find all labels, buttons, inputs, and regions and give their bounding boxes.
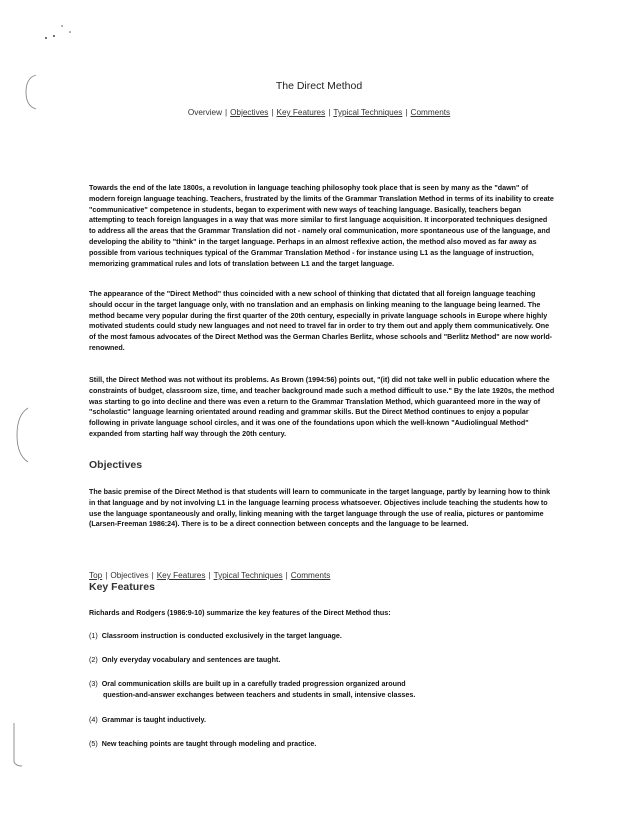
scan-speckle-mark bbox=[40, 20, 80, 50]
margin-bracket-mark-bottom bbox=[6, 720, 26, 770]
nav-objectives: Objectives bbox=[110, 571, 149, 580]
intro-paragraph-2: The appearance of the "Direct Method" thus coincided with a new school of thinking that dictated that all foreign language teaching should occur in the target language only, with no translation and an emphasis on linking meaning to the language being learned. The method became very popular during the first quarter of the 20th century, especially in private language schools in Europe where highly motivated students could study new languages and not need to travel far in order to try them out and apply them communicatively. One of the most famous advocates of the Direct Method was the German Charles Berlitz, whose schools and "Berlitz Method" are now world-renowned. bbox=[89, 290, 553, 352]
key-features-heading: Key Features bbox=[89, 581, 155, 593]
objectives-heading: Objectives bbox=[89, 459, 143, 471]
nav-link-comments-2[interactable]: Comments bbox=[290, 571, 331, 580]
nav-link-objectives[interactable]: Objectives bbox=[230, 108, 269, 117]
key-feature-item-2: (2) Only everyday vocabulary and sentences are taught. bbox=[89, 656, 281, 664]
nav-link-top[interactable]: Top bbox=[89, 571, 103, 580]
margin-bracket-mark-middle bbox=[12, 405, 32, 465]
margin-bracket-mark-top bbox=[20, 72, 40, 112]
top-navigation: Overview | Objectives | Key Features | Typical Techniques | Comments bbox=[187, 108, 451, 117]
nav-overview: Overview bbox=[187, 108, 222, 117]
key-feature-item-1: (1) Classroom instruction is conducted exclusively in the target language. bbox=[89, 632, 342, 640]
page-title: The Direct Method bbox=[275, 80, 363, 92]
nav-link-comments[interactable]: Comments bbox=[410, 108, 451, 117]
key-feature-item-3: (3) Oral communication skills are built up in a carefully traded progression organized around question-and-answer exchanges between teachers and students in small, intensive classes. bbox=[89, 680, 416, 699]
key-features-intro: Richards and Rodgers (1986:9-10) summarize the key features of the Direct Method thus: bbox=[89, 609, 391, 617]
nav-link-typical-techniques[interactable]: Typical Techniques bbox=[333, 108, 403, 117]
key-feature-item-5: (5) New teaching points are taught through modeling and practice. bbox=[89, 740, 317, 748]
objectives-paragraph: The basic premise of the Direct Method is that students will learn to communicate in the target language, partly by learning how to think in that language and by not involving L1 in the language learning process whatsoever. Objectives include teaching the students how to use the language spontaneously and orally, linking meaning with the target language through the use of realia, pictures or pantomime (Larsen-Freeman 1986:24). There is to be a direct connection between concepts and the language to be learned. bbox=[89, 488, 551, 529]
key-feature-item-4: (4) Grammar is taught inductively. bbox=[89, 716, 206, 724]
nav-link-typical-techniques-2[interactable]: Typical Techniques bbox=[213, 571, 283, 580]
nav-link-key-features-2[interactable]: Key Features bbox=[156, 571, 206, 580]
intro-paragraph-3: Still, the Direct Method was not without its problems. As Brown (1994:56) points out, "(it) did not take well in public education where the constraints of budget, classroom size, time, and teacher background made such a method difficult to use." By the late 1920s, the method was starting to go into decline and there was even a return to the Grammar Translation Method, which guaranteed more in the way of "scholastic" language learning orientated around reading and grammar skills. But the Direct Method continues to enjoy a popular following in private language school circles, and it was one of the foundations upon which the well-known "Audiolingual Method" expanded from starting half way through the 20th century. bbox=[89, 376, 555, 438]
intro-paragraph-1: Towards the end of the late 1800s, a revolution in language teaching philosophy took place that is seen by many as the "dawn" of modern foreign language teaching. Teachers, frustrated by the limits of the Grammar Translation Method in terms of its inability to create "communicative" competence in students, began to experiment with new ways of teaching language. Basically, teachers began attempting to teach foreign languages in a way that was more similar to first language acquisition. It incorporated techniques designed to address all the areas that the Grammar Translation did not - namely oral communication, more spontaneous use of the language, and developing the ability to "think" in the target language. Perhaps in an almost reflexive action, the method also moved as far away as possible from various techniques typical of the Grammar Translation Method - for instance using L1 as the language of instruction, memorizing grammatical rules and lots of translation between L1 and the target language. bbox=[89, 184, 554, 268]
nav-link-key-features[interactable]: Key Features bbox=[276, 108, 326, 117]
section-navigation: Top | Objectives | Key Features | Typical Techniques | Comments bbox=[89, 571, 331, 580]
